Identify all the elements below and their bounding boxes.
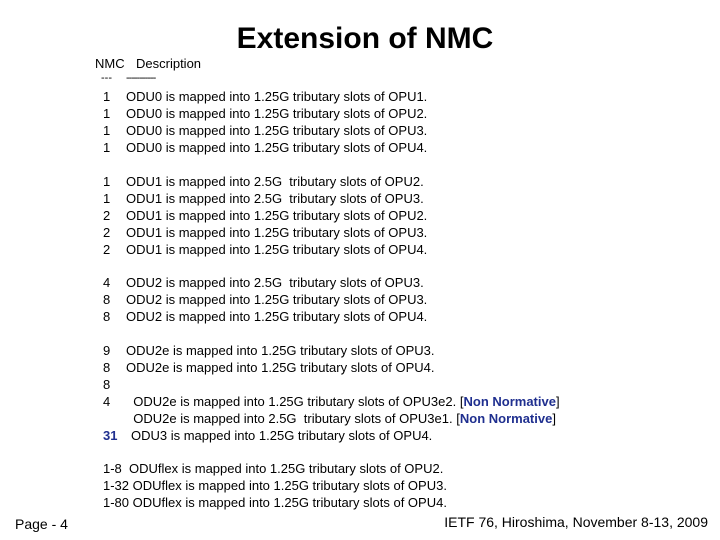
row-description: ODU2 is mapped into 2.5G tributary slots of OPU3.	[126, 275, 424, 290]
row-description: ODU1 is mapped into 1.25G tributary slots of OPU3.	[126, 225, 428, 240]
nmc-value: 2	[103, 208, 111, 223]
non-normative-label: Non Normative	[463, 394, 556, 409]
row-description	[126, 393, 556, 427]
non-normative-label: Non Normative	[459, 411, 553, 426]
nmc-value: 4	[103, 394, 111, 409]
header-separator-description: -----------	[126, 72, 156, 84]
nmc-value: 2	[103, 225, 111, 240]
row-description-text: ODU2e is mapped into 2.5G tributary slots of OPU3e1.	[133, 411, 453, 426]
row-description-text: ODU2e is mapped into 1.25G tributary slots of OPU3e2.	[133, 394, 457, 409]
row-description: ODU1 is mapped into 2.5G tributary slots of OPU3.	[126, 191, 424, 206]
header-nmc: NMC	[95, 56, 125, 71]
oduflex-row: 1-80 ODUflex is mapped into 1.25G tributary slots of OPU4.	[103, 495, 447, 510]
nmc-value: 1	[103, 123, 111, 138]
row-description: ODU0 is mapped into 1.25G tributary slots of OPU2.	[126, 106, 428, 121]
oduflex-row: 1-8 ODUflex is mapped into 1.25G tributary slots of OPU2.	[103, 461, 444, 476]
nmc-value: 4	[103, 275, 111, 290]
nmc-value: 1	[103, 89, 111, 104]
row-description: ODU2 is mapped into 1.25G tributary slots of OPU4.	[126, 309, 428, 324]
bracket-open: [	[459, 394, 464, 409]
nmc-value: 2	[103, 242, 111, 257]
nmc-value: 9	[103, 343, 111, 358]
oduflex-row: 1-32 ODUflex is mapped into 1.25G tributary slots of OPU3.	[103, 478, 447, 493]
nmc-value: 8	[103, 377, 111, 392]
bracket-close: ]	[555, 394, 560, 409]
event-footer: IETF 76, Hiroshima, November 8-13, 2009	[444, 514, 708, 530]
page-title: Extension of NMC	[236, 22, 494, 55]
nmc-value: 8	[103, 292, 111, 307]
nmc-value: 8	[103, 360, 111, 375]
row-description: ODU1 is mapped into 1.25G tributary slots of OPU4.	[126, 242, 428, 257]
row-description: ODU0 is mapped into 1.25G tributary slots of OPU3.	[126, 123, 428, 138]
row-description: ODU2 is mapped into 1.25G tributary slots of OPU3.	[126, 292, 428, 307]
nmc-value: 1	[103, 191, 111, 206]
nmc-value: 1	[103, 174, 111, 189]
header-separator-nmc: ---	[101, 72, 112, 84]
row-description: ODU0 is mapped into 1.25G tributary slots of OPU1.	[126, 89, 428, 104]
row-description: ODU0 is mapped into 1.25G tributary slots of OPU4.	[126, 140, 428, 155]
row-description: ODU3 is mapped into 1.25G tributary slots of OPU4.	[131, 428, 433, 443]
row-description: ODU2e is mapped into 1.25G tributary slots of OPU3.	[126, 343, 435, 358]
bracket-close: ]	[552, 411, 556, 426]
header-description: Description	[136, 56, 202, 71]
row-description: ODU1 is mapped into 2.5G tributary slots of OPU2.	[126, 174, 424, 189]
nmc-value: 31	[103, 428, 118, 443]
row-description: ODU2e is mapped into 1.25G tributary slots of OPU4.	[126, 360, 435, 375]
page-number: Page - 4	[15, 516, 68, 532]
nmc-value: 1	[103, 140, 111, 155]
nmc-value: 8	[103, 309, 111, 324]
nmc-value: 1	[103, 106, 111, 121]
bracket-open: [	[456, 411, 460, 426]
row-description: ODU1 is mapped into 1.25G tributary slots of OPU2.	[126, 208, 428, 223]
